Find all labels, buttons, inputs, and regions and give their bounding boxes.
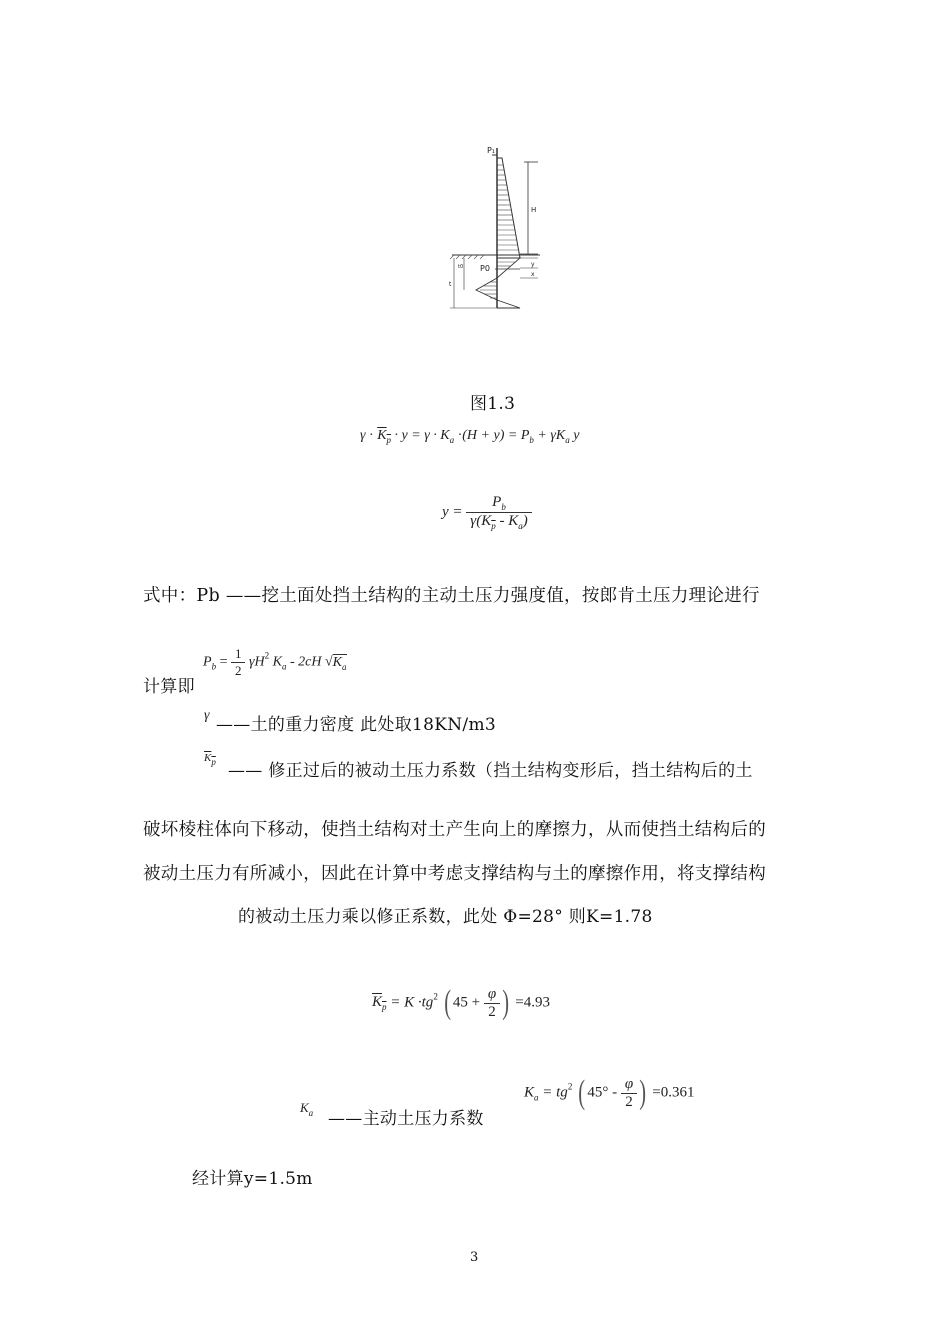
figure-caption: 图1.3 (470, 394, 516, 414)
eqka-rhs: = tg (538, 1084, 568, 1101)
earth-pressure-diagram (440, 140, 550, 315)
eq1-kp: K (377, 428, 387, 443)
eq1-ka-sub: a (449, 435, 455, 445)
equation-balance: $\gamma \cdot K_p \cdot y = \gamma \cdot K_a \cdot(H + y) = P_b + \gamma K_a$ y (360, 428, 580, 445)
result-line: 经计算y=1.5m (192, 1169, 313, 1189)
equation-pb: $P_b$ = $\frac{1}{2}$ $\gamma H^2$ $K_a - 2cH$ $√K_a$ (203, 646, 347, 678)
eq1-eq-pb: = P (504, 428, 530, 443)
eqpb-b: b (211, 661, 217, 672)
eqpb-h: H (254, 654, 265, 670)
kp-definition: —— 修正过后的被动土压力系数（挡土结构变形后，挡土结构后的土 (228, 761, 753, 781)
eqkp-k: K (372, 994, 383, 1011)
eqka-k: K (524, 1084, 535, 1101)
eq2-num: P (492, 494, 502, 510)
equation-ka: $K_a = tg^2$ ( 45° - $\frac{\varphi}{2}$ ) =0.361 (524, 1074, 695, 1111)
eqkp-two: 2 (488, 1003, 496, 1020)
label-p0: P0 (480, 264, 490, 273)
eq2-minus: - K (495, 513, 519, 529)
eqpb-ra: a (342, 661, 347, 672)
eq1-hy: (H + y) (462, 428, 505, 443)
ka-definition: ——主动土压力系数 (328, 1109, 484, 1129)
eqkp-p: p (382, 1002, 387, 1013)
label-h: H (531, 206, 537, 214)
eqpb-eq: = (216, 654, 231, 670)
eqka-sq: 2 (567, 1081, 573, 1092)
eq2-num-sub: b (501, 502, 506, 512)
eq1-ka: K (440, 428, 450, 443)
para-line-2: 被动土压力有所减小，因此在计算中考虑支撑结构与土的摩擦作用，将支撑结构 (143, 864, 766, 884)
para-line-1: 破坏棱柱体向下移动，使挡土结构对土产生向上的摩擦力，从而使挡土结构后的 (143, 820, 766, 840)
label-y: y (531, 261, 535, 268)
eqka-two: 2 (625, 1093, 633, 1110)
para-line-3: 的被动土压力乘以修正系数，此处 Φ=28° 则K=1.78 (238, 907, 653, 927)
eq1-gamma: γ (360, 428, 366, 443)
equation-y: y = $\frac{P_b}{\gamma(K_p - K_a)}$ (442, 494, 532, 531)
eqpb-a: a (281, 661, 287, 672)
page-number: 3 (470, 1250, 479, 1265)
label-p-top: P₁ (487, 146, 496, 155)
eq2-den-a: a (518, 521, 523, 531)
calc-prefix: 计算即 (143, 677, 195, 697)
gamma-definition: ——土的重力密度 此处取18KN/m3 (216, 715, 496, 735)
eqpb-rk: K (332, 654, 342, 670)
eqka-result: =0.361 (648, 1084, 695, 1101)
eq1-pb-sub: b (529, 435, 534, 445)
eqkp-sq: 2 (433, 991, 438, 1002)
ka-symbol: $K_a$ (300, 1100, 314, 1118)
gamma-symbol: γ (204, 708, 210, 723)
eq2-lhs: y = (442, 504, 463, 520)
eqpb-p: P (203, 654, 212, 670)
pb-definition: 式中：Pb ——挖土面处挡土结构的主动土压力强度值，按郎肯土压力理论进行 (143, 586, 760, 606)
eq1-mid: · y = (394, 428, 425, 443)
eqkp-inner: 45 + (452, 994, 481, 1011)
eqka-phi: φ (621, 1076, 637, 1094)
kp-symbol: $K_p$ (204, 752, 216, 767)
eqpb-k: K (272, 654, 282, 670)
eqpb-minus: - 2cH (286, 654, 322, 670)
label-t0: t0 (458, 264, 464, 270)
eq2-den-k: K (481, 513, 492, 529)
eqka-inner: 45° - (587, 1084, 618, 1101)
eqkp-result: =4.93 (511, 994, 550, 1011)
label-x: x (531, 271, 535, 278)
equation-kp: $K_p = K \cdot tg^2$ ( 45 + $\frac{\varphi}{2}$ ) =4.93 (372, 984, 550, 1021)
eqkp-phi: φ (484, 986, 500, 1004)
eqka-a: a (534, 1092, 539, 1103)
eqpb-half-den: 2 (234, 663, 242, 678)
eq1-plus: + (533, 428, 551, 443)
eq1-kp-sub: p (386, 435, 392, 445)
eq2-den-p: p (491, 521, 496, 531)
eqpb-half-num: 1 (231, 646, 246, 663)
eqpb-sq: 2 (264, 650, 270, 661)
label-t: t (449, 281, 452, 288)
eq1-tail: y (573, 428, 580, 443)
eqkp-rhs: = K ·tg (386, 994, 434, 1011)
